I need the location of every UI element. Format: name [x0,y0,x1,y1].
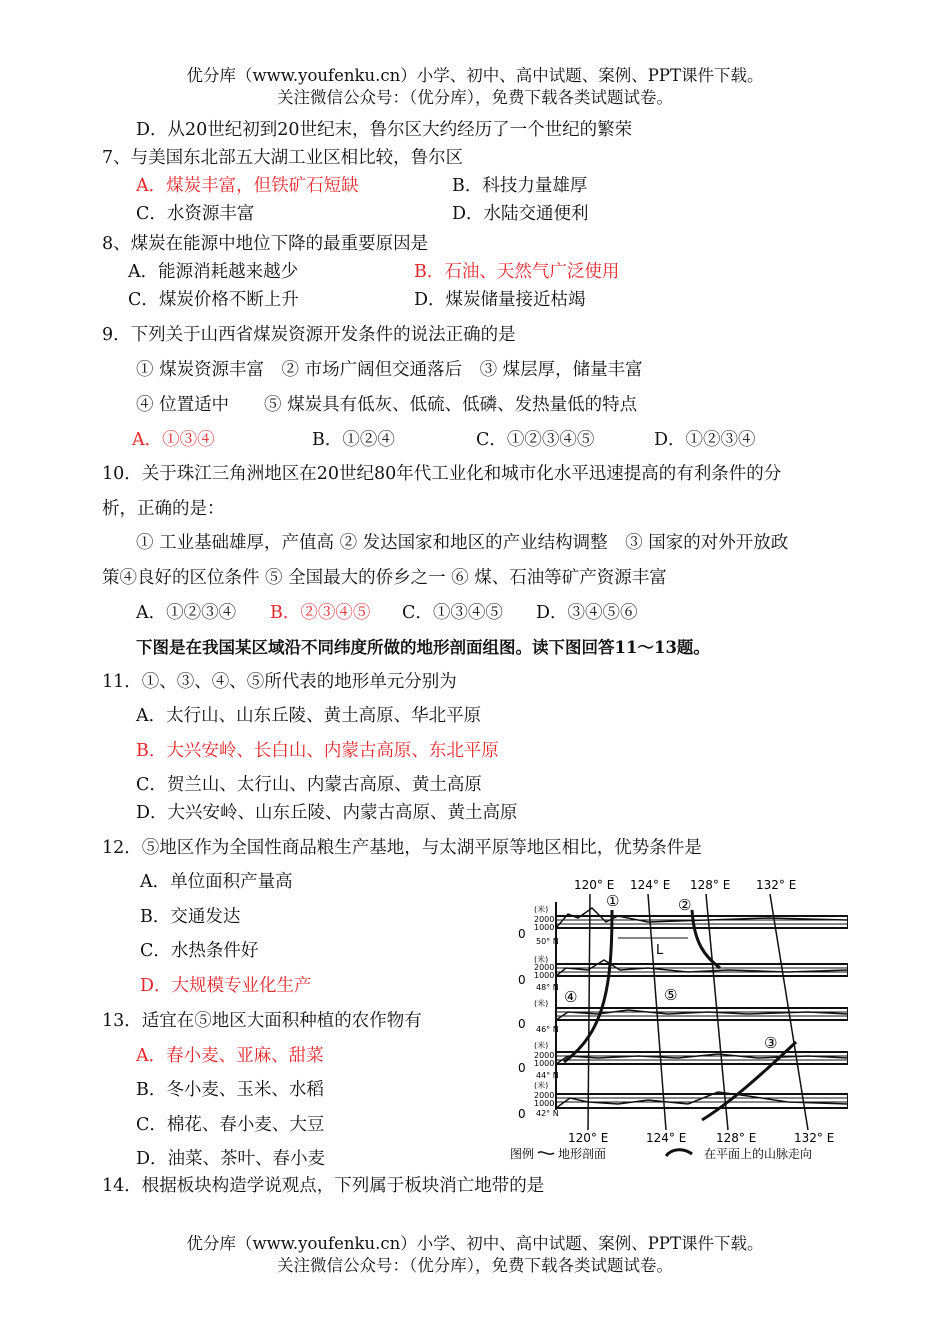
q7-option-a: A．煤炭丰富，但铁矿石短缺 [136,176,359,196]
q12-option-a: A．单位面积产量高 [140,872,293,892]
q9-option-d: D．①②③④ [654,430,756,450]
q12-option-c: C．水热条件好 [140,941,259,961]
lon-bottom-132: 132° E [794,1131,835,1145]
legend-profile-text: 地形剖面 [558,1147,607,1161]
footer-line-1: 优分库（www.youfenku.cn）小学、初中、高中试题、案例、PPT课件下载。 [186,1234,764,1253]
q13-option-a: A．春小麦、亚麻、甜菜 [136,1046,324,1066]
q8-option-b: B．石油、天然气广泛使用 [414,262,620,282]
q13-option-d: D．油菜、茶叶、春小麦 [136,1149,326,1169]
svg-text:(米): (米) [534,955,549,964]
footer-line-2: 关注微信公众号：（优分库），免费下载各类试题试卷。 [277,1256,673,1275]
zero-44: 0 [518,1061,526,1075]
q12-stem: 12．⑤地区作为全国性商品粮生产基地，与太湖平原等地区相比，优势条件是 [102,838,702,858]
q8-option-a: A．能源消耗越来越少 [128,262,299,282]
legend-ridge-text: 在平面上的山脉走向 [704,1147,813,1161]
q8-stem: 8、煤炭在能源中地位下降的最重要原因是 [102,234,429,254]
q14-stem: 14．根据板块构造学说观点，下列属于板块消亡地带的是 [102,1176,545,1196]
q9-items-2: ④ 位置适中 ⑤ 煤炭具有低灰、低硫、低磷、发热量低的特点 [136,395,638,415]
svg-text:42° N: 42° N [536,1109,559,1118]
label-circle-3: ③ [764,1034,778,1052]
q7-option-b: B．科技力量雄厚 [452,176,588,196]
label-circle-5: ⑤ [664,986,678,1004]
svg-text:2000: 2000 [534,915,555,924]
q11-option-c: C．贺兰山、太行山、内蒙古高原、黄土高原 [136,775,482,795]
q6-option-d: D．从20世纪初到20世纪末，鲁尔区大约经历了一个世纪的繁荣 [136,120,633,140]
q13-option-c: C．棉花、春小麦、大豆 [136,1115,325,1135]
svg-text:1000: 1000 [534,923,555,932]
svg-text:(米): (米) [534,1081,549,1090]
q9-option-c: C．①②③④⑤ [476,430,595,450]
q13-option-b: B．冬小麦、玉米、水稻 [136,1080,324,1100]
profile-band-48 [556,964,848,976]
profile-band-50 [556,916,848,928]
q11-option-d: D．大兴安岭、山东丘陵、内蒙古高原、黄土高原 [136,803,518,823]
q7-option-d: D．水陆交通便利 [452,204,589,224]
q7-option-c: C．水资源丰富 [136,204,255,224]
legend-profile-icon [538,1152,554,1154]
terrain-profile-diagram [508,872,848,1164]
figure-intro: 下图是在我国某区域沿不同纬度所做的地形剖面组图。读下图回答11～13题。 [136,638,710,657]
q11-option-a: A．太行山、山东丘陵、黄土高原、华北平原 [136,706,482,726]
lon-top-132: 132° E [756,878,797,892]
q10-items-1: ① 工业基础雄厚，产值高 ② 发达国家和地区的产业结构调整 ③ 国家的对外开放政 [136,533,789,553]
svg-text:44° N: 44° N [536,1071,559,1080]
svg-text:2000: 2000 [534,963,555,972]
q10-items-2: 策④良好的区位条件 ⑤ 全国最大的侨乡之一 ⑥ 煤、石油等矿产资源丰富 [102,568,667,588]
q9-items-1: ① 煤炭资源丰富 ② 市场广阔但交通落后 ③ 煤层厚，储量丰富 [136,360,643,380]
lon-bottom-128: 128° E [716,1131,757,1145]
q9-stem: 9．下列关于山西省煤炭资源开发条件的说法正确的是 [102,325,516,345]
svg-text:(米): (米) [534,999,549,1008]
q12-option-b: B．交通发达 [140,907,241,927]
q10-stem-1: 10．关于珠江三角洲地区在20世纪80年代工业化和城市化水平迅速提高的有利条件的分 [102,464,782,484]
lon-top-120: 120° E [574,878,615,892]
lon-top-124: 124° E [630,878,671,892]
svg-text:48° N: 48° N [536,983,559,992]
lon-top-128: 128° E [690,878,731,892]
zero-50: 0 [518,927,526,941]
q12-option-d: D．大规模专业化生产 [140,976,312,996]
svg-text:2000: 2000 [534,1091,555,1100]
ridge-line-1 [564,910,612,1062]
header-line-2: 关注微信公众号：（优分库），免费下载各类试题试卷。 [277,88,673,107]
q10-option-a: A．①②③④ [136,603,237,623]
svg-text:50° N: 50° N [536,937,559,946]
q9-option-a: A．①③④ [132,430,215,450]
svg-text:(米): (米) [534,1041,549,1050]
svg-text:1000: 1000 [534,971,555,980]
q10-option-b: B．②③④⑤ [270,603,371,623]
q13-stem: 13．适宜在⑤地区大面积种植的农作物有 [102,1011,422,1031]
zero-46: 0 [518,1017,526,1031]
legend-label: 图例 [510,1147,535,1161]
lon-bottom-120: 120° E [568,1131,609,1145]
zero-42: 0 [518,1107,526,1121]
label-circle-1: ① [606,892,620,910]
svg-text:1000: 1000 [534,1059,555,1068]
q10-option-c: C．①③④⑤ [402,603,503,623]
header-line-1: 优分库（www.youfenku.cn）小学、初中、高中试题、案例、PPT课件下载。 [186,66,764,85]
q11-stem: 11．①、③、④、⑤所代表的地形单元分别为 [102,672,457,692]
q8-option-c: C．煤炭价格不断上升 [128,290,299,310]
svg-text:46° N: 46° N [536,1025,559,1034]
q10-stem-2: 析，正确的是： [102,499,225,519]
q11-option-b: B．大兴安岭、长白山、内蒙古高原、东北平原 [136,741,499,761]
svg-text:1000: 1000 [534,1099,555,1108]
q7-stem: 7、与美国东北部五大湖工业区相比较，鲁尔区 [102,148,464,168]
ridge-line-2 [692,910,720,968]
legend-ridge-icon [666,1150,692,1156]
distance-L-label: L [656,943,664,958]
lon-bottom-124: 124° E [646,1131,687,1145]
label-circle-2: ② [678,896,692,914]
terrain-relief-50 [556,908,848,928]
svg-text:2000: 2000 [534,1051,555,1060]
q8-option-d: D．煤炭储量接近枯竭 [414,290,586,310]
q10-option-d: D．③④⑤⑥ [536,603,638,623]
label-circle-4: ④ [564,988,578,1006]
q9-option-b: B．①②④ [312,430,395,450]
svg-text:(米): (米) [534,905,549,914]
zero-48: 0 [518,973,526,987]
